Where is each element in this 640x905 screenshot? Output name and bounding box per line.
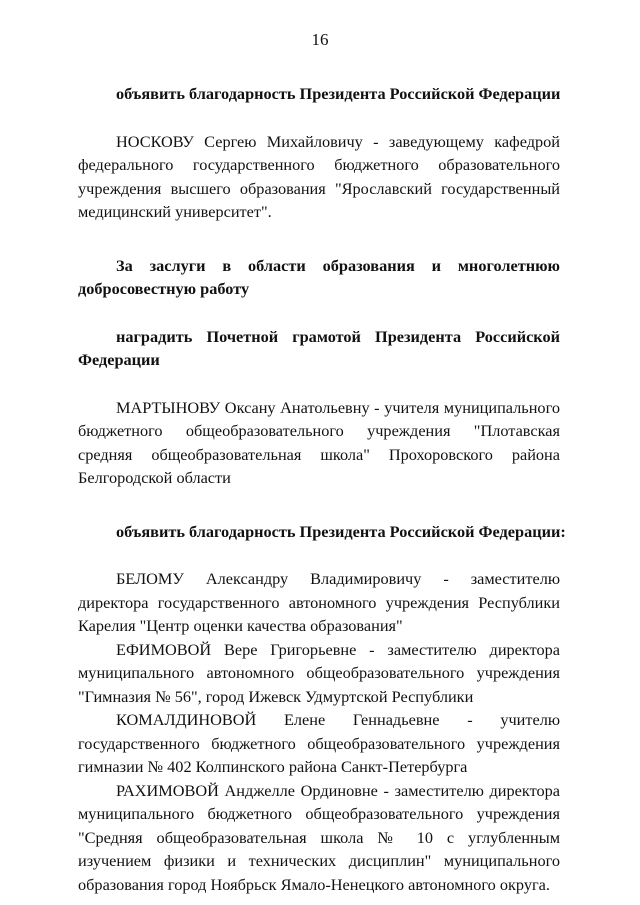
- page-number: 16: [311, 30, 329, 49]
- award-heading-certificate: наградить Почетной грамотой Президента Российской Федерации: [78, 326, 560, 369]
- awardee-martynova: МАРТЫНОВУ Оксану Анатольевну - учителя муниципального бюджетного общеобразовательного учреждения "Плотавская средняя общеобразовательная школа" Прохоровского района Белгородской области: [78, 397, 560, 487]
- award-heading-gratitude: объявить благодарность Президента Российской Федерации: [116, 84, 561, 103]
- award-heading-gratitude-list: объявить благодарность Президента Российской Федерации:: [116, 521, 566, 541]
- awardee-komaldinova: КОМАЛДИНОВОЙ Елене Геннадьевне - учителю государственного бюджетного общеобразовательного учреждения гимназии № 402 Колпинского района Санкт-Петербурга: [78, 710, 560, 776]
- awardee-rakhimova: РАХИМОВОЙ Анджелле Ординовне - заместителю директора муниципального бюджетного общеобразовательного учреждения "Средняя общеобразовательная школа № 10 с углубленным изучением физики и технических дисциплин" муниципального образования город Ноябрьск Ямало-Ненецкого автономного округа.: [78, 780, 560, 894]
- awardee-belomu: БЕЛОМУ Александру Владимировичу - заместителю директора государственного автономного учреждения Республики Карелия "Центр оценки качества образования": [78, 569, 560, 635]
- document-body: [78, 82, 566, 896]
- section-merit-heading: За заслуги в области образования и многолетнюю добросовестную работу: [78, 255, 560, 298]
- awardee-noskov: НОСКОВУ Сергею Михайловичу - заведующему кафедрой федерального государственного бюджетного образовательного учреждения высшего образования "Ярославский государственный медицинский университет".: [78, 131, 560, 221]
- awardee-efimova: ЕФИМОВОЙ Вере Григорьевне - заместителю директора муниципального автономного общеобразовательного учреждения "Гимназия № 56", город Ижевск Удмуртской Республики: [78, 639, 560, 706]
